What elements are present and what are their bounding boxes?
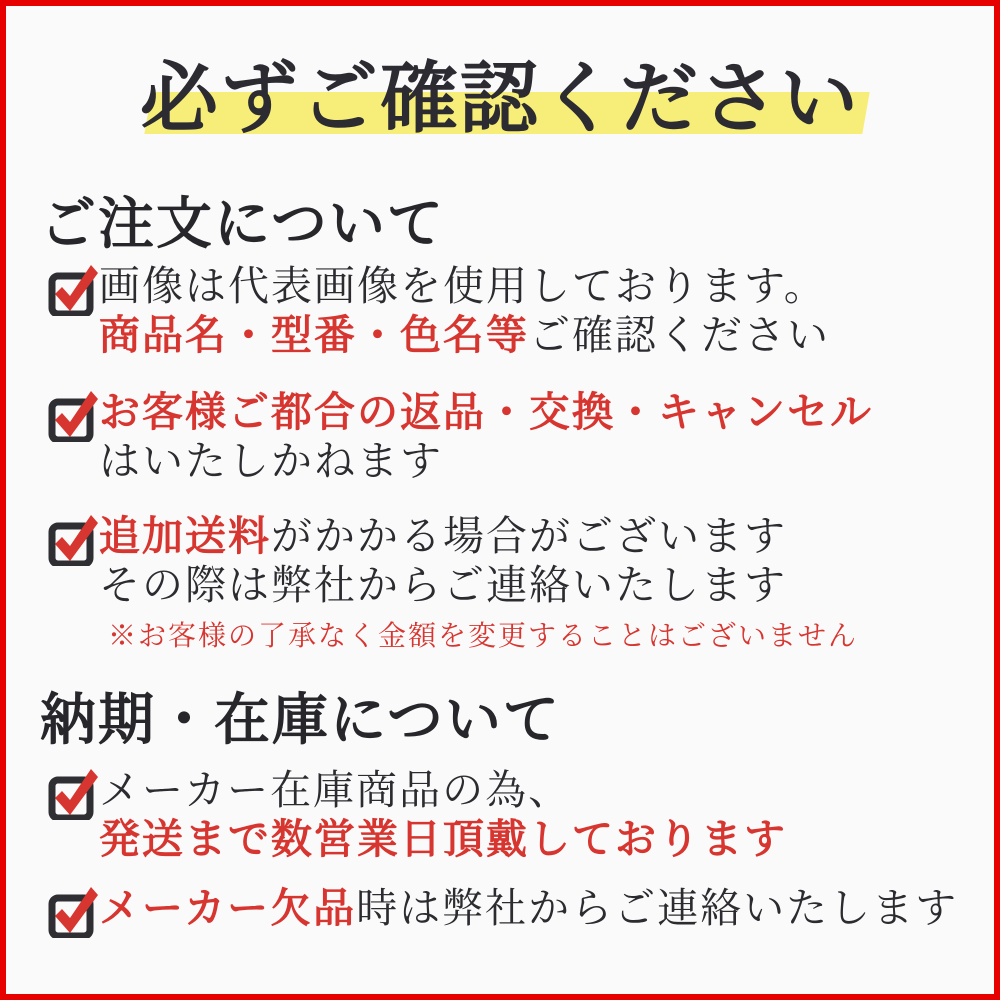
- line-black-text: はいたしかねます: [99, 437, 443, 485]
- item-line: [99, 512, 858, 561]
- item-line: [99, 262, 830, 311]
- stock-item-out-of-stock: [46, 884, 958, 938]
- page-title: 必ずご確認ください: [139, 53, 860, 144]
- order-item-extra-shipping: [46, 512, 858, 653]
- item-line: [99, 311, 830, 360]
- line-black-text: 時は弊社からご連絡いたします: [356, 884, 959, 932]
- order-item-extra-shipping-text: [99, 512, 858, 653]
- line-red-text: メーカー欠品: [99, 884, 357, 932]
- section-heading-order: ご注文について: [40, 191, 445, 257]
- checked-checkbox-icon: [46, 262, 98, 316]
- order-item-representative-image-text: [99, 262, 830, 360]
- item-line: [99, 815, 787, 864]
- order-item-representative-image: [46, 262, 830, 360]
- item-line: [99, 388, 873, 437]
- line-red-text: 商品名・型番・色名等: [99, 311, 529, 359]
- item-line: [99, 884, 958, 933]
- checked-checkbox-icon: [46, 884, 98, 938]
- line-black-text: 画像は代表画像を使用しております。: [99, 262, 827, 310]
- stock-item-lead-time-text: [99, 766, 787, 864]
- line-black-text: その際は弊社からご連絡いたします: [99, 561, 787, 609]
- line-red-text: お客様ご都合の返品・交換・キャンセル: [99, 388, 873, 436]
- line-black-text: メーカー在庫商品の為、: [99, 766, 572, 814]
- item-line: [99, 437, 873, 486]
- stock-item-out-of-stock-text: [99, 884, 958, 933]
- order-item-no-returns-text: [99, 388, 873, 486]
- checked-checkbox-icon: [46, 766, 98, 820]
- section-heading-stock: 納期・在庫について: [40, 687, 561, 753]
- item-line: [99, 561, 858, 610]
- line-black-text: がかかる場合がございます: [271, 512, 787, 560]
- price-change-note: ※お客様の了承なく金額を変更することはございません: [108, 619, 859, 652]
- checked-checkbox-icon: [46, 388, 98, 442]
- order-item-no-returns: [46, 388, 873, 486]
- line-red-text: 発送まで数営業日頂戴しております: [99, 815, 787, 863]
- stock-item-lead-time: [46, 766, 787, 864]
- checked-checkbox-icon: [46, 512, 98, 566]
- line-black-text: ご確認ください: [529, 311, 830, 359]
- line-red-text: 追加送料: [99, 512, 271, 560]
- item-line: [99, 766, 787, 815]
